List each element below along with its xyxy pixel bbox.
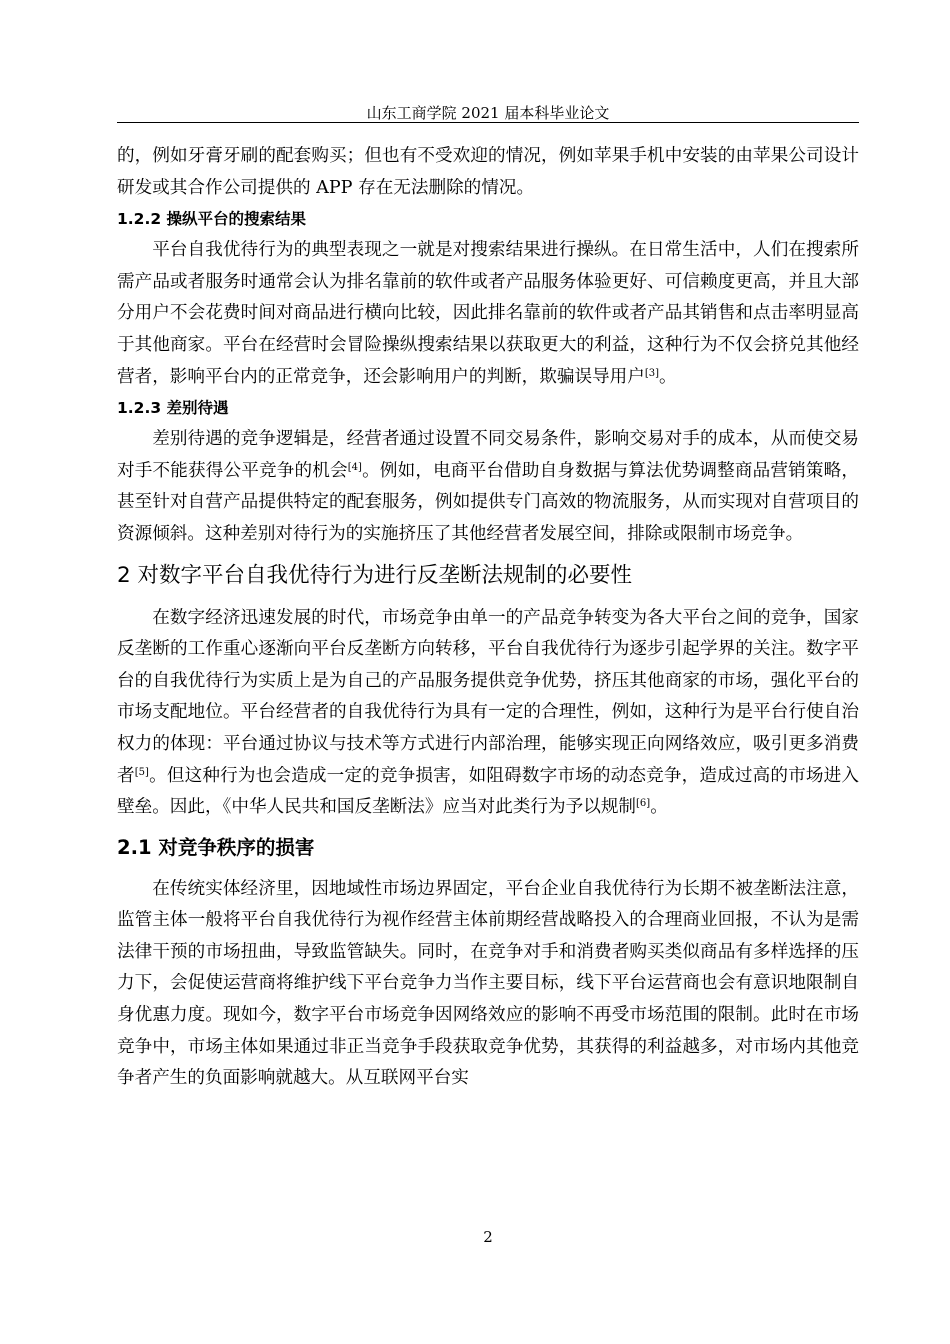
heading-chapter-2: 2 对数字平台自我优待行为进行反垄断法规制的必要性 bbox=[117, 562, 633, 588]
paragraph-chapter-2: 在数字经济迅速发展的时代，市场竞争由单一的产品竞争转变为各大平台之间的竞争，国家反垄断的工作重心逐渐向平台反垄断方向转移，平台自我优待行为逐步引起学界的关注。数字平台的自我优待行为实质上是为自己的产品服务提供竞争优势，挤压其他商家的市场，强化平台的市场支配地位。平台经营者的自我优待行为具有一定的合理性，例如，这种行为是平台行使自治权力的体现：平台通过协议与技术等方式进行内部治理，能够实现正向网络效应，吸引更多消费者[5]。但这种行为也会造成一定的竞争损害，如阻碍数字市场的动态竞争，造成过高的市场进入壁垒。因此，《中华人民共和国反垄断法》应当对此类行为予以规制[6]。 bbox=[117, 607, 859, 818]
citation-6: [6] bbox=[636, 798, 651, 810]
page-body bbox=[117, 141, 859, 1095]
citation-3: [3] bbox=[644, 367, 659, 379]
paragraph-1-2-3: 差别待遇的竞争逻辑是，经营者通过设置不同交易条件，影响交易对手的成本，从而使交易对手不能获得公平竞争的机会[4]。例如，电商平台借助自身数据与算法优势调整商品营销策略，甚至针对自营产品提供特定的配套服务，例如提供专门高效的物流服务，从而实现对自营项目的资源倾斜。这种差别对待行为的实施挤压了其他经营者发展空间，排除或限制市场竞争。 bbox=[117, 429, 859, 544]
heading-1-2-2: 1.2.2 操纵平台的搜索结果 bbox=[117, 210, 307, 229]
heading-2-1: 2.1 对竞争秩序的损害 bbox=[117, 835, 315, 859]
running-header: 山东工商学院 2021 届本科毕业论文 bbox=[366, 104, 610, 122]
citation-5: [5] bbox=[134, 766, 149, 778]
paragraph-1-2-2: 平台自我优待行为的典型表现之一就是对搜索结果进行操纵。在日常生活中，人们在搜索所需产品或者服务时通常会认为排名靠前的软件或者产品服务体验更好、可信赖度更高，并且大部分用户不会花费时间对商品进行横向比较，因此排名靠前的软件或者产品其销售和点击率明显高于其他商家。平台在经营时会冒险操纵搜索结果以获取更大的利益，这种行为不仅会挤兑其他经营者，影响平台内的正常竞争，还会影响用户的判断，欺骗误导用户[3]。 bbox=[117, 240, 859, 387]
paragraph-2-1: 在传统实体经济里，因地域性市场边界固定，平台企业自我优待行为长期不被垄断法注意，监管主体一般将平台自我优待行为视作经营主体前期经营战略投入的合理商业回报，不认为是需法律干预的市场扭曲，导致监管缺失。同时，在竞争对手和消费者购买类似商品有多样选择的压力下，会促使运营商将维护线下平台竞争力当作主要目标，线下平台运营商也会有意识地限制自身优惠力度。现如今，数字平台市场竞争因网络效应的影响不再受市场范围的限制。此时在市场竞争中，市场主体如果通过非正当竞争手段获取竞争优势，其获得的利益越多，对市场内其他竞争者产生的负面影响就越大。从互联网平台实 bbox=[117, 878, 859, 1089]
page-number: 2 bbox=[483, 1228, 493, 1246]
paragraph-intro: 的，例如牙膏牙刷的配套购买；但也有不受欢迎的情况，例如苹果手机中安装的由苹果公司设计研发或其合作公司提供的 APP 存在无法删除的情况。 bbox=[117, 146, 859, 198]
citation-4: [4] bbox=[347, 461, 362, 473]
header-rule bbox=[117, 122, 859, 123]
heading-1-2-3: 1.2.3 差别待遇 bbox=[117, 399, 229, 418]
